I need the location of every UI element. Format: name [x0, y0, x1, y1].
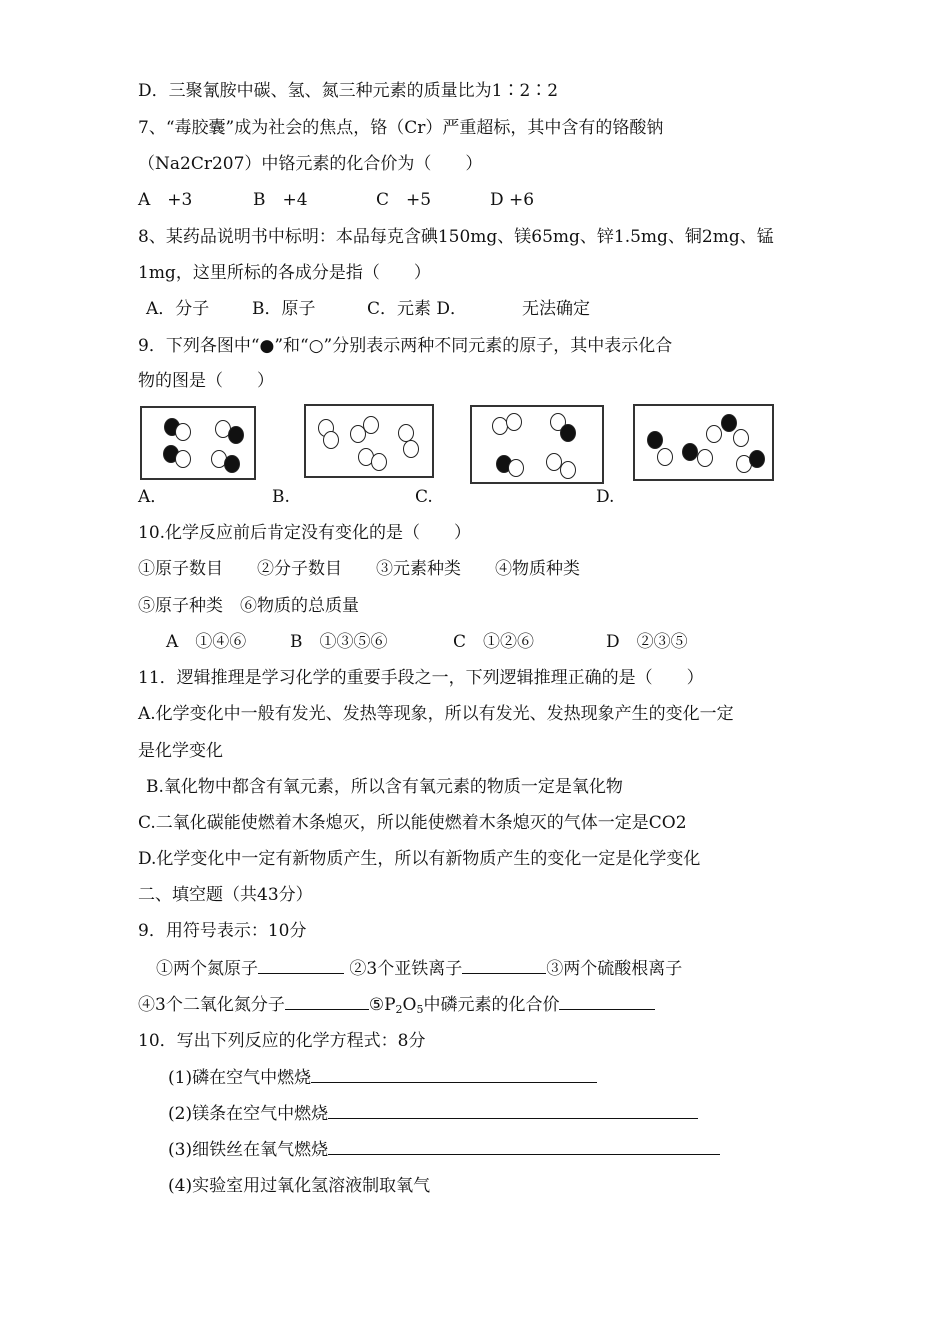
q11-option-c: C.二氧化碳能使燃着木条熄灭，所以能使燃着木条熄灭的气体一定是CO2	[138, 813, 687, 833]
question-9: 9．下列各图中“●”和“○”分别表示两种不同元素的原子，其中表示化合	[138, 336, 673, 356]
answer-blank[interactable]	[285, 993, 369, 1010]
q10-items-2: ⑤原子种类 ⑥物质的总质量	[138, 596, 359, 616]
answer-blank[interactable]	[328, 1102, 698, 1119]
q10-option-c: C ①②⑥	[453, 632, 535, 652]
q7-option-c: C +5	[376, 190, 432, 210]
blank-label: 中磷元素的化合价	[423, 995, 560, 1015]
question-8: 8、某药品说明书中标明：本品每克含碘150mg、镁65mg、锌1.5mg、铜2mg、锰	[138, 227, 774, 247]
answer-blank[interactable]	[462, 957, 546, 974]
q10-option-d: D ②③⑤	[606, 632, 688, 652]
q8-option-a: A．分子	[146, 299, 210, 319]
hollow-atom	[371, 453, 387, 471]
equation-4: (4)实验室用过氧化氢溶液制取氧气	[168, 1176, 431, 1196]
filled-atom	[749, 450, 765, 468]
q7-option-b: B +4	[253, 190, 308, 210]
hollow-atom	[175, 450, 191, 468]
question-7: 7、“毒胶囊”成为社会的焦点，铬（Cr）严重超标，其中含有的铬酸钠	[138, 118, 664, 138]
filled-atom	[228, 426, 244, 444]
hollow-atom	[706, 425, 722, 443]
filled-atom	[682, 443, 698, 461]
figure-d	[633, 404, 774, 481]
hollow-atom	[697, 449, 713, 467]
hollow-atom	[403, 440, 419, 458]
subscript: 2	[395, 1003, 403, 1016]
equation-2	[168, 1102, 698, 1125]
fill-question-9: 9．用符号表示：10分	[138, 921, 307, 941]
blank-label: ④3个二氧化氮分子	[138, 995, 285, 1015]
q8-option-b: B．原子	[252, 299, 316, 319]
figure-c	[470, 405, 604, 484]
hollow-atom	[560, 461, 576, 479]
question-9-cont: 物的图是（ ）	[138, 371, 274, 391]
blank-label: ①两个氮原子	[156, 959, 258, 979]
q11-option-a-cont: 是化学变化	[138, 741, 223, 761]
hollow-atom	[363, 416, 379, 434]
blank-label: ⑤P	[368, 995, 396, 1015]
q8-option-d: 无法确定	[522, 299, 590, 319]
filled-atom	[647, 431, 663, 449]
line-d-option: D．三聚氰胺中碳、氢、氮三种元素的质量比为1∶2∶2	[138, 81, 559, 101]
q11-option-a: A.化学变化中一般有发光、发热等现象，所以有发光、发热现象产生的变化一定	[138, 704, 734, 724]
fill-line-1	[156, 957, 682, 980]
figure-c-label: C.	[415, 487, 433, 507]
figure-a	[140, 406, 256, 480]
equation-label: (2)镁条在空气中燃烧	[168, 1104, 329, 1124]
question-11: 11．逻辑推理是学习化学的重要手段之一，下列逻辑推理正确的是（ ）	[138, 668, 704, 688]
hollow-atom	[506, 413, 522, 431]
q11-option-b: B.氧化物中都含有氧元素，所以含有氧元素的物质一定是氧化物	[146, 777, 623, 797]
question-7-cont: （Na2Cr207）中铬元素的化合价为（ ）	[138, 154, 483, 174]
filled-atom	[560, 424, 576, 442]
filled-atom	[721, 414, 737, 432]
equation-3	[168, 1138, 720, 1161]
fill-line-2	[138, 993, 655, 1021]
figure-b	[304, 404, 434, 478]
hollow-atom	[733, 429, 749, 447]
blank-label: O	[402, 995, 417, 1015]
answer-blank[interactable]	[559, 993, 655, 1010]
answer-blank[interactable]	[328, 1138, 720, 1155]
blank-label: ③两个硫酸根离子	[546, 959, 683, 979]
equation-label: (1)磷在空气中燃烧	[168, 1068, 312, 1088]
q10-items-1: ①原子数目 ②分子数目 ③元素种类 ④物质种类	[138, 559, 580, 579]
q8-option-c: C．元素 D．	[367, 299, 468, 319]
hollow-atom	[657, 448, 673, 466]
hollow-atom	[508, 459, 524, 477]
equation-label: (3)细铁丝在氧气燃烧	[168, 1140, 329, 1160]
figure-a-label: A．	[138, 487, 168, 507]
hollow-atom	[175, 423, 191, 441]
answer-blank[interactable]	[258, 957, 344, 974]
subscript: 5	[416, 1003, 424, 1016]
section-heading: 二、填空题（共43分）	[138, 885, 313, 905]
q11-option-d: D.化学变化中一定有新物质产生，所以有新物质产生的变化一定是化学变化	[138, 849, 701, 869]
blank-label: ②3个亚铁离子	[349, 959, 463, 979]
answer-blank[interactable]	[311, 1066, 597, 1083]
filled-atom	[224, 455, 240, 473]
figure-b-label: B.	[272, 487, 290, 507]
equation-1	[168, 1066, 597, 1089]
q10-option-b: B ①③⑤⑥	[290, 632, 388, 652]
q10-option-a: A ①④⑥	[166, 632, 247, 652]
q7-option-a: A +3	[138, 190, 193, 210]
question-10: 10.化学反应前后肯定没有变化的是（ ）	[138, 523, 472, 543]
question-8-cont: 1mg，这里所标的各成分是指（ ）	[138, 263, 431, 283]
figure-d-label: D.	[596, 487, 615, 507]
hollow-atom	[323, 431, 339, 449]
fill-question-10: 10．写出下列反应的化学方程式：8分	[138, 1031, 426, 1051]
q7-option-d: D +6	[490, 190, 535, 210]
